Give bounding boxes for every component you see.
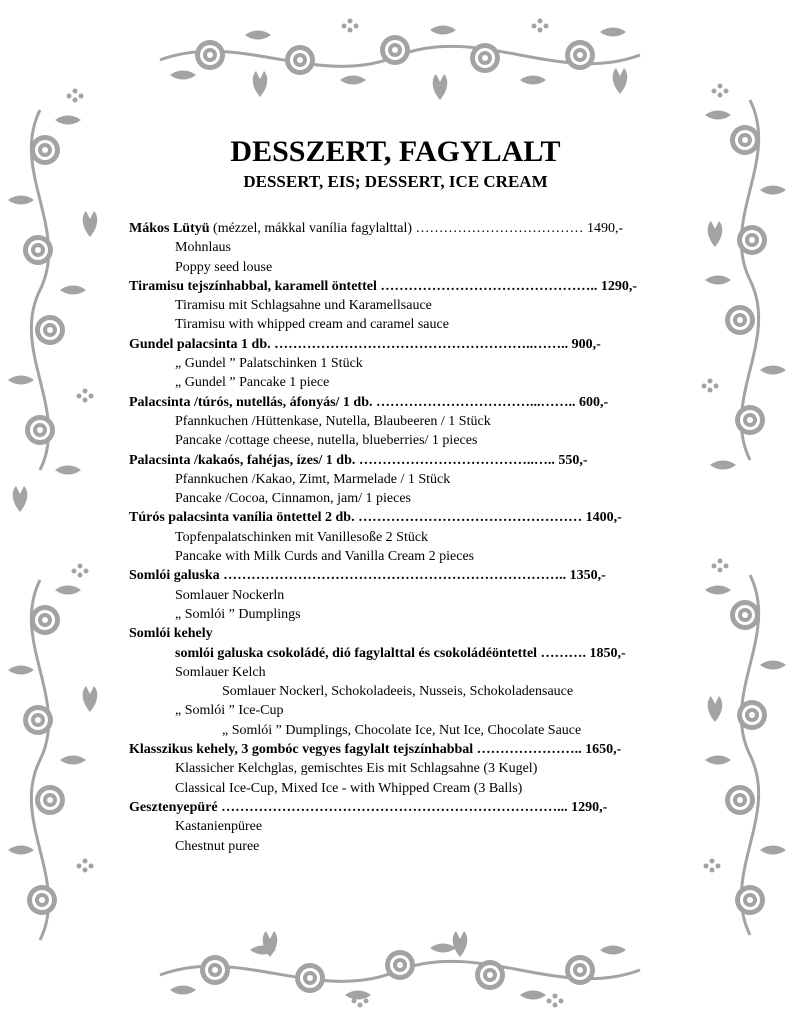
menu-item-name: Gesztenyepüré ………………………………………………………………... 1290,-: [129, 799, 608, 815]
menu-item-name: Gundel palacsinta 1 db. ………………………………………………..…….. 900,-: [129, 336, 601, 352]
menu-item: [129, 393, 689, 412]
menu-item-name: Túrós palacsinta vanília öntettel 2 db. ………………………………………… 1400,-: [129, 510, 622, 526]
menu-translation: Pancake /cottage cheese, nutella, blueberries/ 1 pieces: [175, 433, 478, 449]
menu-item-name: Somlói kehely: [129, 626, 213, 642]
menu-list: [129, 219, 689, 856]
menu-item: [129, 219, 689, 238]
menu-translation: „ Gundel ” Palatschinken 1 Stück: [175, 356, 363, 372]
menu-item: [129, 277, 689, 296]
menu-item-name: Palacsinta /kakaós, fahéjas, ízes/ 1 db. ………………………………..….. 550,-: [129, 452, 588, 468]
menu-item-name: Somlói galuska ……………………………………………………………….. 1350,-: [129, 568, 606, 584]
floral-border-left: [8, 89, 97, 941]
menu-translation: Pancake with Milk Curds and Vanilla Cream 2 pieces: [175, 549, 475, 565]
menu-item: [129, 451, 689, 470]
menu-translation: Somlauer Kelch: [175, 664, 266, 680]
menu-translation: Klassicher Kelchglas, gemischtes Eis mit Schlagsahne (3 Kugel): [175, 761, 538, 777]
menu-translation: Somlauer Nockerl, Schokoladeeis, Nusseis, Schokoladensauce: [222, 684, 574, 700]
menu-item: [129, 624, 689, 643]
menu-item: [129, 335, 689, 354]
menu-item-name: Palacsinta /túrós, nutellás, áfonyás/ 1 db. ……………………………...…….. 600,-: [129, 394, 609, 410]
floral-border-top: [160, 19, 640, 101]
menu-item: [129, 798, 689, 817]
menu-translation: Tiramisu mit Schlagsahne und Karamellsauce: [175, 298, 432, 314]
menu-item-name: Klasszikus kehely, 3 gombóc vegyes fagylalt tejszínhabbal ………………….. 1650,-: [129, 742, 622, 758]
menu-translation: Chestnut puree: [175, 838, 260, 854]
menu-translation: „ Somlói ” Dumplings: [175, 606, 301, 622]
menu-item-detail: (mézzel, mákkal vanília fagylalttal) ……………………………… 1490,-: [209, 221, 624, 236]
menu-translation: „ Somlói ” Dumplings, Chocolate Ice, Nut Ice, Chocolate Sauce: [222, 722, 582, 738]
menu-translation: Pfannkuchen /Kakao, Zimt, Marmelade / 1 Stück: [175, 471, 451, 487]
menu-translation: Poppy seed louse: [175, 259, 273, 275]
page-title: DESSZERT, FAGYLALT: [230, 135, 561, 168]
menu-item-name: Mákos Lütyü: [129, 221, 210, 236]
menu-item: [129, 508, 689, 527]
menu-translation: Kastanienpüree: [175, 819, 263, 835]
menu-translation: Tiramisu with whipped cream and caramel sauce: [175, 317, 449, 333]
menu-translation: „ Gundel ” Pancake 1 piece: [175, 375, 330, 391]
menu-item-name: Tiramisu tejszínhabbal, karamell öntettel ……………………………………….. 1290,-: [129, 278, 638, 294]
menu-translation: Somlauer Nockerln: [175, 587, 285, 603]
floral-border-right: [702, 84, 787, 936]
page-subtitle: DESSERT, EIS; DESSERT, ICE CREAM: [243, 172, 548, 191]
menu-translation: „ Somlói ” Ice-Cup: [175, 703, 284, 719]
menu-translation: Topfenpalatschinken mit Vanillesoße 2 Stück: [175, 529, 429, 545]
menu-translation: Mohnlaus: [175, 240, 231, 256]
floral-border-bottom: [160, 931, 640, 1008]
menu-translation: Pfannkuchen /Hüttenkase, Nutella, Blaubeeren / 1 Stück: [175, 413, 491, 429]
menu-translation: Pancake /Cocoa, Cinnamon, jam/ 1 pieces: [175, 491, 411, 507]
menu-item: [129, 740, 689, 759]
menu-translation: somlói galuska csokoládé, dió fagylalttal és csokoládéöntettel ………. 1850,-: [175, 645, 626, 661]
menu-item: [129, 566, 689, 585]
menu-translation: Classical Ice-Cup, Mixed Ice - with Whipped Cream (3 Balls): [175, 780, 523, 796]
